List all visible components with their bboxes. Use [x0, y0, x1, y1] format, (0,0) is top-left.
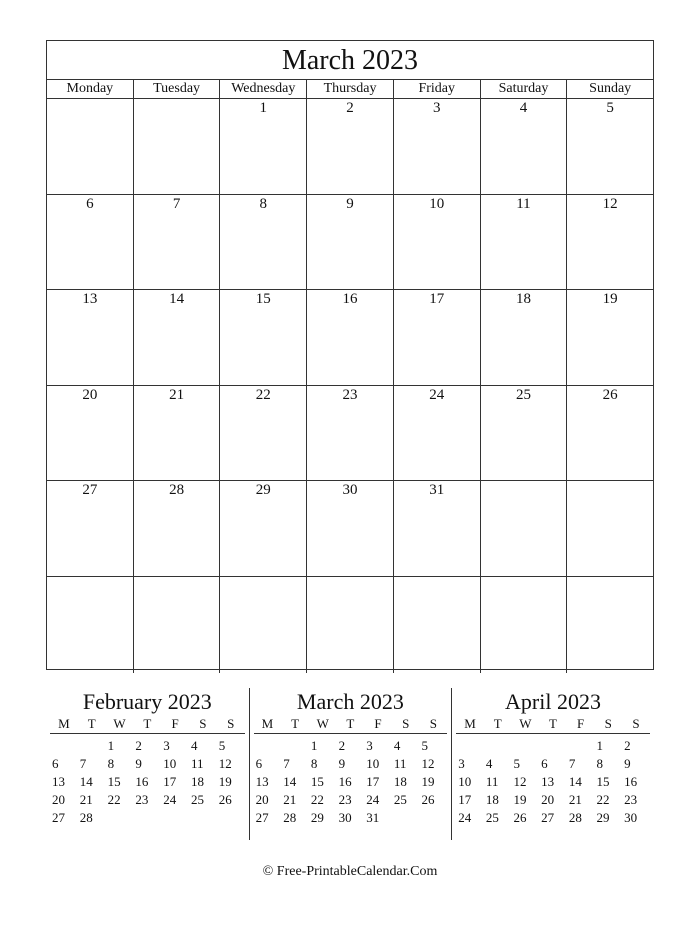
weekday-header: Wednesday — [220, 80, 307, 98]
mini-weekday: M — [464, 716, 476, 731]
mini-day — [539, 737, 567, 754]
mini-day: 25 — [190, 792, 204, 807]
mini-day: 19 — [218, 774, 232, 789]
mini-day: 4 — [485, 756, 493, 771]
mini-day: 14 — [283, 774, 297, 789]
mini-weekday: F — [374, 716, 382, 731]
mini-weekday: S — [632, 716, 640, 731]
mini-weekday: S — [402, 716, 410, 731]
mini-day — [217, 809, 245, 826]
mini-day: 7 — [283, 756, 290, 771]
mini-day: 8 — [107, 756, 115, 771]
mini-day-grid — [50, 737, 245, 826]
mini-day: 17 — [366, 774, 380, 789]
mini-day: 6 — [52, 756, 59, 771]
mini-day: 30 — [624, 810, 638, 825]
day-cell: 10 — [394, 195, 481, 290]
day-cell: 25 — [481, 386, 568, 481]
calendar-weeks — [47, 99, 653, 673]
mini-day: 16 — [135, 774, 149, 789]
mini-day — [567, 737, 595, 754]
weekday-header: Friday — [394, 80, 481, 98]
mini-day: 27 — [52, 810, 65, 825]
day-cell: 14 — [134, 290, 221, 385]
mini-day — [484, 737, 512, 754]
day-cell: 6 — [47, 195, 134, 290]
mini-day: 12 — [421, 756, 435, 771]
weekday-header: Saturday — [481, 80, 568, 98]
day-cell — [567, 481, 653, 576]
mini-weekday: M — [261, 716, 274, 731]
day-cell: 15 — [220, 290, 307, 385]
day-cell: 27 — [47, 481, 134, 576]
mini-day: 28 — [568, 810, 582, 825]
week-row — [47, 386, 653, 482]
mini-day: 10 — [366, 756, 380, 771]
mini-weekday: T — [143, 716, 152, 731]
mini-weekday: W — [113, 716, 126, 731]
mini-day: 20 — [541, 792, 555, 807]
mini-day: 7 — [568, 756, 576, 771]
mini-day: 13 — [541, 774, 555, 789]
mini-day: 1 — [596, 738, 603, 753]
mini-day: 25 — [393, 792, 407, 807]
mini-calendar-title: March 2023 — [296, 689, 404, 714]
mini-day: 1 — [310, 738, 318, 753]
mini-day: 4 — [393, 738, 401, 753]
mini-day: 6 — [255, 756, 263, 771]
mini-day: 24 — [163, 792, 177, 807]
day-cell — [307, 577, 394, 673]
mini-day — [420, 809, 448, 826]
mini-day: 22 — [310, 792, 324, 807]
mini-day — [133, 809, 161, 826]
mini-calendar-title: February 2023 — [82, 689, 212, 714]
mini-day: 18 — [485, 792, 499, 807]
mini-weekday: W — [519, 716, 532, 731]
mini-weekday-row — [456, 716, 650, 734]
mini-day — [78, 737, 106, 754]
mini-day: 28 — [283, 810, 297, 825]
mini-day: 8 — [596, 756, 603, 771]
mini-day: 3 — [163, 738, 170, 753]
mini-day: 9 — [624, 756, 631, 771]
day-cell — [47, 99, 134, 194]
mini-day: 10 — [458, 774, 472, 789]
mini-day: 22 — [107, 792, 121, 807]
mini-day — [50, 737, 78, 754]
mini-day: 5 — [513, 756, 520, 771]
day-cell: 18 — [481, 290, 568, 385]
day-cell: 16 — [307, 290, 394, 385]
day-cell: 13 — [47, 290, 134, 385]
mini-day: 28 — [79, 810, 93, 825]
day-cell: 23 — [307, 386, 394, 481]
mini-weekday: T — [346, 716, 355, 731]
day-cell: 1 — [220, 99, 307, 194]
mini-day: 15 — [310, 774, 324, 789]
mini-day: 20 — [255, 792, 269, 807]
mini-day — [161, 809, 189, 826]
mini-day — [456, 737, 484, 754]
mini-day: 4 — [190, 738, 198, 753]
mini-day: 10 — [163, 756, 177, 771]
mini-day: 12 — [513, 774, 527, 789]
mini-day: 13 — [52, 774, 65, 789]
mini-day: 27 — [255, 810, 269, 825]
mini-day — [254, 737, 282, 754]
mini-day — [512, 737, 540, 754]
day-cell: 20 — [47, 386, 134, 481]
day-cell: 31 — [394, 481, 481, 576]
weekday-header: Thursday — [307, 80, 394, 98]
mini-day: 19 — [421, 774, 435, 789]
mini-day: 16 — [624, 774, 638, 789]
main-calendar-title: March 2023 — [47, 41, 653, 80]
day-cell: 12 — [602, 195, 618, 212]
mini-weekday: M — [58, 716, 70, 731]
mini-day: 11 — [190, 756, 204, 771]
mini-day: 26 — [421, 792, 435, 807]
mini-day: 20 — [52, 792, 65, 807]
mini-weekday-row — [50, 716, 245, 734]
day-cell: 21 — [134, 386, 221, 481]
day-cell: 5 — [606, 100, 614, 116]
mini-day: 17 — [163, 774, 177, 789]
mini-day: 23 — [624, 792, 638, 807]
day-cell: 8 — [220, 195, 307, 290]
day-cell — [134, 99, 221, 194]
mini-day: 24 — [366, 792, 380, 807]
mini-weekday: W — [316, 716, 329, 731]
mini-day: 3 — [366, 738, 373, 753]
day-cell: 3 — [394, 99, 481, 194]
mini-weekday: T — [291, 716, 300, 731]
mini-day: 11 — [393, 756, 407, 771]
mini-weekday: S — [604, 716, 612, 731]
day-cell: 17 — [394, 290, 481, 385]
weekday-header: Sunday — [589, 81, 632, 96]
mini-day: 11 — [485, 774, 499, 789]
week-row — [47, 577, 653, 673]
day-cell: 28 — [134, 481, 221, 576]
day-cell: 24 — [394, 386, 481, 481]
mini-day: 21 — [283, 792, 297, 807]
mini-weekday-row — [254, 716, 448, 734]
mini-day: 31 — [366, 810, 380, 825]
day-cell: 19 — [602, 291, 618, 308]
mini-day: 18 — [190, 774, 204, 789]
day-cell: 9 — [307, 195, 394, 290]
day-cell — [481, 577, 568, 673]
mini-day: 30 — [338, 810, 352, 825]
mini-weekday: F — [577, 716, 585, 731]
mini-weekday: S — [227, 716, 235, 731]
mini-day: 12 — [218, 756, 232, 771]
mini-calendar — [249, 688, 452, 840]
mini-calendar — [451, 688, 654, 840]
mini-calendar-title: April 2023 — [505, 689, 601, 714]
mini-day: 9 — [135, 756, 142, 771]
mini-day: 19 — [513, 792, 527, 807]
mini-day — [281, 737, 309, 754]
mini-day — [106, 809, 134, 826]
mini-day: 21 — [79, 792, 93, 807]
mini-day: 26 — [513, 810, 527, 825]
mini-day-grid — [456, 737, 650, 826]
mini-day: 27 — [541, 810, 555, 825]
mini-day: 15 — [107, 774, 121, 789]
footer-credit: © Free-PrintableCalendar.Com — [262, 864, 438, 879]
mini-day: 2 — [624, 738, 631, 753]
week-row — [47, 481, 653, 577]
mini-day: 14 — [568, 774, 582, 789]
mini-day: 23 — [338, 792, 352, 807]
mini-day: 15 — [596, 774, 610, 789]
mini-calendars — [46, 688, 654, 840]
mini-day: 5 — [421, 738, 429, 753]
mini-day: 18 — [393, 774, 407, 789]
mini-day: 13 — [255, 774, 269, 789]
day-cell: 29 — [220, 481, 307, 576]
day-cell: 11 — [481, 195, 568, 290]
main-calendar — [46, 40, 654, 670]
mini-day: 24 — [458, 810, 472, 825]
mini-day: 1 — [107, 738, 115, 753]
mini-day: 29 — [310, 810, 324, 825]
day-cell — [567, 577, 653, 673]
mini-day: 9 — [338, 756, 346, 771]
day-cell: 22 — [220, 386, 307, 481]
day-cell — [394, 577, 481, 673]
day-cell: 7 — [134, 195, 221, 290]
mini-day: 2 — [338, 738, 346, 753]
mini-day: 21 — [568, 792, 582, 807]
mini-day: 23 — [135, 792, 149, 807]
mini-day — [189, 809, 217, 826]
mini-weekday: F — [171, 716, 179, 731]
day-cell — [134, 577, 221, 673]
mini-day: 25 — [485, 810, 499, 825]
mini-weekday: S — [429, 716, 437, 731]
weekday-header: Tuesday — [134, 80, 221, 98]
mini-day: 29 — [596, 810, 610, 825]
mini-weekday: T — [87, 716, 96, 731]
weekday-header: Monday — [47, 80, 134, 98]
mini-day: 3 — [458, 756, 465, 771]
week-row — [47, 195, 653, 291]
mini-day: 8 — [310, 756, 318, 771]
mini-day: 17 — [458, 792, 472, 807]
mini-day — [392, 809, 420, 826]
day-cell — [220, 577, 307, 673]
mini-day: 22 — [596, 792, 610, 807]
mini-day: 2 — [135, 738, 142, 753]
mini-day: 5 — [218, 738, 226, 753]
day-cell: 4 — [481, 99, 568, 194]
mini-day: 7 — [79, 756, 87, 771]
day-cell — [481, 481, 568, 576]
week-row — [47, 99, 653, 195]
mini-day-grid — [254, 737, 448, 826]
mini-weekday: T — [493, 716, 502, 731]
day-cell: 26 — [602, 386, 618, 403]
mini-day: 26 — [218, 792, 232, 807]
mini-weekday: T — [549, 716, 557, 731]
mini-weekday: S — [199, 716, 207, 731]
mini-day: 16 — [338, 774, 352, 789]
mini-day: 14 — [79, 774, 93, 789]
mini-calendar — [46, 688, 249, 840]
week-row — [47, 290, 653, 386]
weekday-header-row — [47, 80, 653, 99]
day-cell — [47, 577, 134, 673]
day-cell: 2 — [307, 99, 394, 194]
mini-day: 6 — [541, 756, 548, 771]
day-cell: 30 — [307, 481, 394, 576]
